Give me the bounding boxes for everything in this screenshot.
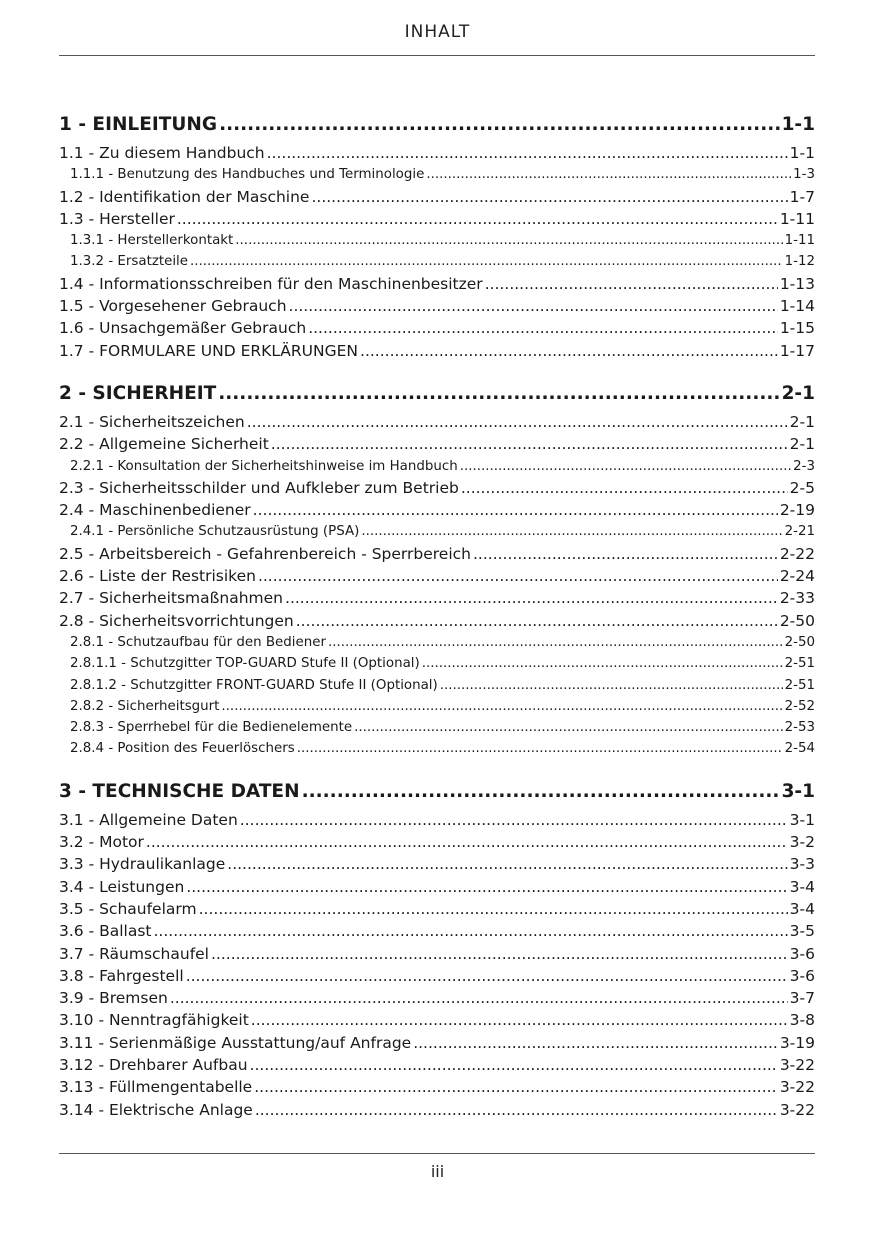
- dot-leader: [250, 1054, 778, 1076]
- toc-entry[interactable]: [59, 499, 815, 521]
- dot-leader: [146, 831, 788, 853]
- toc-entry-page: 2-33: [779, 589, 815, 608]
- dot-leader: [440, 675, 783, 696]
- dot-leader: [422, 653, 783, 674]
- page-number: iii: [430, 1162, 445, 1181]
- toc-entry[interactable]: [59, 273, 815, 295]
- toc-entry[interactable]: [59, 142, 815, 164]
- toc-entry-title: 3.8 - Fahrgestell: [59, 966, 184, 985]
- dot-leader: [253, 499, 778, 521]
- toc-entry-title: 2.8.1.1 - Schutzgitter TOP-GUARD Stufe II (Optional): [70, 656, 420, 672]
- toc-entry-page: 2-22: [779, 544, 815, 563]
- dot-leader: [297, 738, 783, 759]
- toc-entry-page: 3-2: [789, 833, 815, 852]
- toc-entry-title: 3.1 - Allgemeine Daten: [59, 810, 238, 829]
- dot-leader: [426, 164, 791, 185]
- toc-entry-page: 3-4: [789, 877, 815, 896]
- toc-entry-title: 2.8 - Sicherheitsvorrichtungen: [59, 611, 294, 630]
- toc-entry-page: 2-51: [784, 656, 815, 672]
- toc-entry-page: 3-3: [789, 855, 815, 874]
- toc-entry-page: 1-11: [784, 233, 815, 249]
- toc-entry-page: 1-12: [784, 254, 815, 270]
- toc-entry-page: 3-22: [779, 1055, 815, 1074]
- toc-entry-title: 3.3 - Hydraulikanlage: [59, 855, 226, 874]
- toc-entry-page: 2-24: [779, 567, 815, 586]
- toc-subentry[interactable]: [59, 717, 815, 738]
- page-header: INHALT: [404, 22, 471, 42]
- dot-leader: [360, 340, 778, 362]
- toc-entry[interactable]: [59, 965, 815, 987]
- toc-entry-title: 3.12 - Drehbarer Aufbau: [59, 1055, 248, 1074]
- dot-leader: [285, 587, 778, 609]
- toc-entry-title: 3.6 - Ballast: [59, 922, 152, 941]
- dot-leader: [258, 565, 778, 587]
- toc-subentry[interactable]: [59, 456, 815, 477]
- toc-entry[interactable]: [59, 1032, 815, 1054]
- toc-entry-page: 2-1: [781, 382, 815, 404]
- toc-entry-title: 2.8.1 - Schutzaufbau für den Bediener: [70, 634, 326, 650]
- toc-entry-title: 3.4 - Leistungen: [59, 877, 185, 896]
- dot-leader: [218, 379, 779, 409]
- toc-entry-title: 3 - TECHNISCHE DATEN: [59, 780, 300, 802]
- toc-entry-page: 1-15: [779, 319, 815, 338]
- toc-entry-title: 2.8.3 - Sperrhebel für die Bedienelemente: [70, 720, 353, 736]
- toc-entry[interactable]: [59, 920, 815, 942]
- toc-entry-page: 3-5: [789, 922, 815, 941]
- toc-entry-title: 2.2 - Allgemeine Sicherheit: [59, 435, 269, 454]
- toc-entry[interactable]: [59, 1054, 815, 1076]
- toc-entry[interactable]: [59, 876, 815, 898]
- toc-entry-page: 1-14: [779, 297, 815, 316]
- toc-entry-title: 2.7 - Sicherheitsmaßnahmen: [59, 589, 284, 608]
- dot-leader: [473, 543, 778, 565]
- toc-entry-page: 2-54: [784, 741, 815, 757]
- toc-chapter-heading[interactable]: [59, 110, 815, 140]
- toc-entry[interactable]: [59, 987, 815, 1009]
- dot-leader: [308, 317, 778, 339]
- toc-entry-title: 3.5 - Schaufelarm: [59, 899, 197, 918]
- toc-entry[interactable]: [59, 543, 815, 565]
- dot-leader: [199, 898, 788, 920]
- toc-entry[interactable]: [59, 809, 815, 831]
- toc-entry-title: 3.7 - Räumschaufel: [59, 944, 209, 963]
- toc-entry[interactable]: [59, 831, 815, 853]
- toc-entry-title: 1.1.1 - Benutzung des Handbuches und Terminologie: [70, 167, 425, 183]
- dot-leader: [227, 853, 787, 875]
- toc-chapter-heading[interactable]: [59, 777, 815, 807]
- header-divider: [59, 55, 815, 56]
- toc-entry-page: 3-7: [789, 989, 815, 1008]
- dot-leader: [311, 186, 787, 208]
- dot-leader: [254, 1076, 778, 1098]
- toc-entry[interactable]: [59, 477, 815, 499]
- toc-entry-page: 2-21: [784, 524, 815, 540]
- toc-entry-page: 2-51: [784, 677, 815, 693]
- dot-leader: [302, 777, 780, 807]
- dot-leader: [460, 456, 791, 477]
- toc-entry-title: 2.4 - Maschinenbediener: [59, 501, 251, 520]
- dot-leader: [485, 273, 778, 295]
- footer-divider: [59, 1153, 815, 1154]
- toc-subentry[interactable]: [59, 696, 815, 717]
- toc-entry[interactable]: [59, 411, 815, 433]
- toc-entry[interactable]: [59, 565, 815, 587]
- toc-entry-page: 2-50: [779, 611, 815, 630]
- toc-entry-page: 1-7: [789, 187, 815, 206]
- dot-leader: [247, 411, 788, 433]
- toc-entry-page: 1-17: [779, 341, 815, 360]
- toc-entry-page: 2-52: [784, 698, 815, 714]
- dot-leader: [461, 477, 788, 499]
- toc-entry-title: 3.13 - Füllmengentabelle: [59, 1078, 253, 1097]
- toc-entry-title: 1 - EINLEITUNG: [59, 114, 218, 135]
- toc-entry-page: 3-22: [779, 1078, 815, 1097]
- toc-entry-title: 1.3.1 - Herstellerkontakt: [70, 233, 234, 249]
- toc-entry-page: 2-50: [784, 634, 815, 650]
- dot-leader: [267, 142, 788, 164]
- toc-entry-title: 2.4.1 - Persönliche Schutzausrüstung (PSA): [70, 524, 360, 540]
- toc-entry-title: 3.9 - Bremsen: [59, 989, 168, 1008]
- dot-leader: [186, 965, 788, 987]
- dot-leader: [186, 876, 787, 898]
- dot-leader: [289, 295, 778, 317]
- toc-subentry[interactable]: [59, 164, 815, 185]
- toc-entry-title: 2 - SICHERHEIT: [59, 382, 217, 404]
- dot-leader: [240, 809, 788, 831]
- dot-leader: [219, 110, 780, 140]
- toc-entry-page: 2-1: [789, 412, 815, 431]
- toc-subentry[interactable]: [59, 738, 815, 759]
- toc-entry[interactable]: [59, 610, 815, 632]
- dot-leader: [190, 251, 783, 272]
- toc-entry-page: 3-1: [781, 780, 815, 802]
- toc-entry-page: 3-19: [779, 1033, 815, 1052]
- toc-entry-title: 1.4 - Informationsschreiben für den Maschinenbesitzer: [59, 274, 483, 293]
- dot-leader: [354, 717, 782, 738]
- toc-entry-title: 2.8.1.2 - Schutzgitter FRONT-GUARD Stufe II (Optional): [70, 677, 438, 693]
- toc-chapter: [59, 110, 815, 362]
- toc-entry-title: 1.7 - FORMULARE UND ERKLÄRUNGEN: [59, 341, 359, 360]
- toc-entry-page: 1-3: [793, 167, 815, 183]
- toc-entry-page: 1-1: [781, 114, 815, 135]
- toc-chapter-heading[interactable]: [59, 379, 815, 409]
- toc-entry-title: 3.11 - Serienmäßige Ausstattung/auf Anfrage: [59, 1033, 412, 1052]
- dot-leader: [170, 987, 788, 1009]
- toc-entry-page: 2-5: [789, 478, 815, 497]
- toc-entry[interactable]: [59, 186, 815, 208]
- dot-leader: [221, 696, 782, 717]
- toc-entry-page: 2-3: [793, 458, 815, 474]
- toc-entry[interactable]: [59, 587, 815, 609]
- toc-entry-page: 1-13: [779, 274, 815, 293]
- toc-entry-title: 2.3 - Sicherheitsschilder und Aufkleber zum Betrieb: [59, 478, 459, 497]
- toc-entry-page: 3-8: [789, 1011, 815, 1030]
- toc-entry-page: 3-4: [789, 899, 815, 918]
- toc-entry-title: 1.3.2 - Ersatzteile: [70, 254, 189, 270]
- toc-entry-page: 3-6: [789, 966, 815, 985]
- toc-entry-title: 1.1 - Zu diesem Handbuch: [59, 144, 265, 162]
- dot-leader: [235, 230, 782, 251]
- toc-entry-title: 3.2 - Motor: [59, 833, 144, 852]
- toc-entry[interactable]: [59, 1076, 815, 1098]
- toc-entry-title: 2.1 - Sicherheitszeichen: [59, 412, 245, 431]
- toc-entry-page: 3-22: [779, 1100, 815, 1119]
- toc-entry[interactable]: [59, 340, 815, 362]
- toc-entry-title: 3.14 - Elektrische Anlage: [59, 1100, 253, 1119]
- toc-entry[interactable]: [59, 853, 815, 875]
- toc-entry-page: 3-6: [789, 944, 815, 963]
- toc-entry-page: 2-1: [789, 435, 815, 454]
- toc-chapter: [59, 379, 815, 760]
- dot-leader: [251, 1009, 788, 1031]
- toc-entry-page: 2-19: [779, 501, 815, 520]
- toc-entry-title: 2.8.4 - Position des Feuerlöschers: [70, 741, 295, 757]
- toc-entry-title: 1.2 - Identifikation der Maschine: [59, 187, 310, 206]
- toc-entry-page: 2-53: [784, 720, 815, 736]
- toc-entry-title: 2.5 - Arbeitsbereich - Gefahrenbereich - Sperrbereich: [59, 544, 471, 563]
- toc-entry-title: 1.3 - Hersteller: [59, 209, 175, 228]
- toc-entry-title: 2.6 - Liste der Restrisiken: [59, 567, 256, 586]
- toc-entry-title: 2.8.2 - Sicherheitsgurt: [70, 698, 220, 714]
- dot-leader: [361, 521, 782, 542]
- toc-entry[interactable]: [59, 898, 815, 920]
- toc-subentry[interactable]: [59, 653, 815, 674]
- dot-leader: [177, 208, 778, 230]
- toc-chapter: [59, 777, 815, 1121]
- toc-subentry[interactable]: [59, 251, 815, 272]
- toc-entry-page: 1-11: [779, 209, 815, 228]
- dot-leader: [154, 920, 788, 942]
- table-of-contents: [59, 110, 815, 1138]
- dot-leader: [296, 610, 778, 632]
- toc-entry[interactable]: [59, 943, 815, 965]
- toc-entry-page: 3-1: [789, 810, 815, 829]
- toc-entry[interactable]: [59, 317, 815, 339]
- toc-subentry[interactable]: [59, 632, 815, 653]
- toc-subentry[interactable]: [59, 521, 815, 542]
- dot-leader: [413, 1032, 778, 1054]
- toc-entry[interactable]: [59, 433, 815, 455]
- dot-leader: [211, 943, 788, 965]
- toc-entry-page: 1-1: [789, 144, 815, 162]
- toc-entry-title: 3.10 - Nenntragfähigkeit: [59, 1011, 249, 1030]
- toc-entry[interactable]: [59, 1099, 815, 1121]
- toc-subentry[interactable]: [59, 230, 815, 251]
- dot-leader: [328, 632, 783, 653]
- toc-entry[interactable]: [59, 208, 815, 230]
- toc-entry-title: 2.2.1 - Konsultation der Sicherheitshinweise im Handbuch: [70, 458, 458, 474]
- toc-entry[interactable]: [59, 295, 815, 317]
- dot-leader: [271, 433, 788, 455]
- toc-subentry[interactable]: [59, 675, 815, 696]
- toc-entry-title: 1.5 - Vorgesehener Gebrauch: [59, 297, 287, 316]
- toc-entry-title: 1.6 - Unsachgemäßer Gebrauch: [59, 319, 307, 338]
- dot-leader: [255, 1099, 778, 1121]
- toc-entry[interactable]: [59, 1009, 815, 1031]
